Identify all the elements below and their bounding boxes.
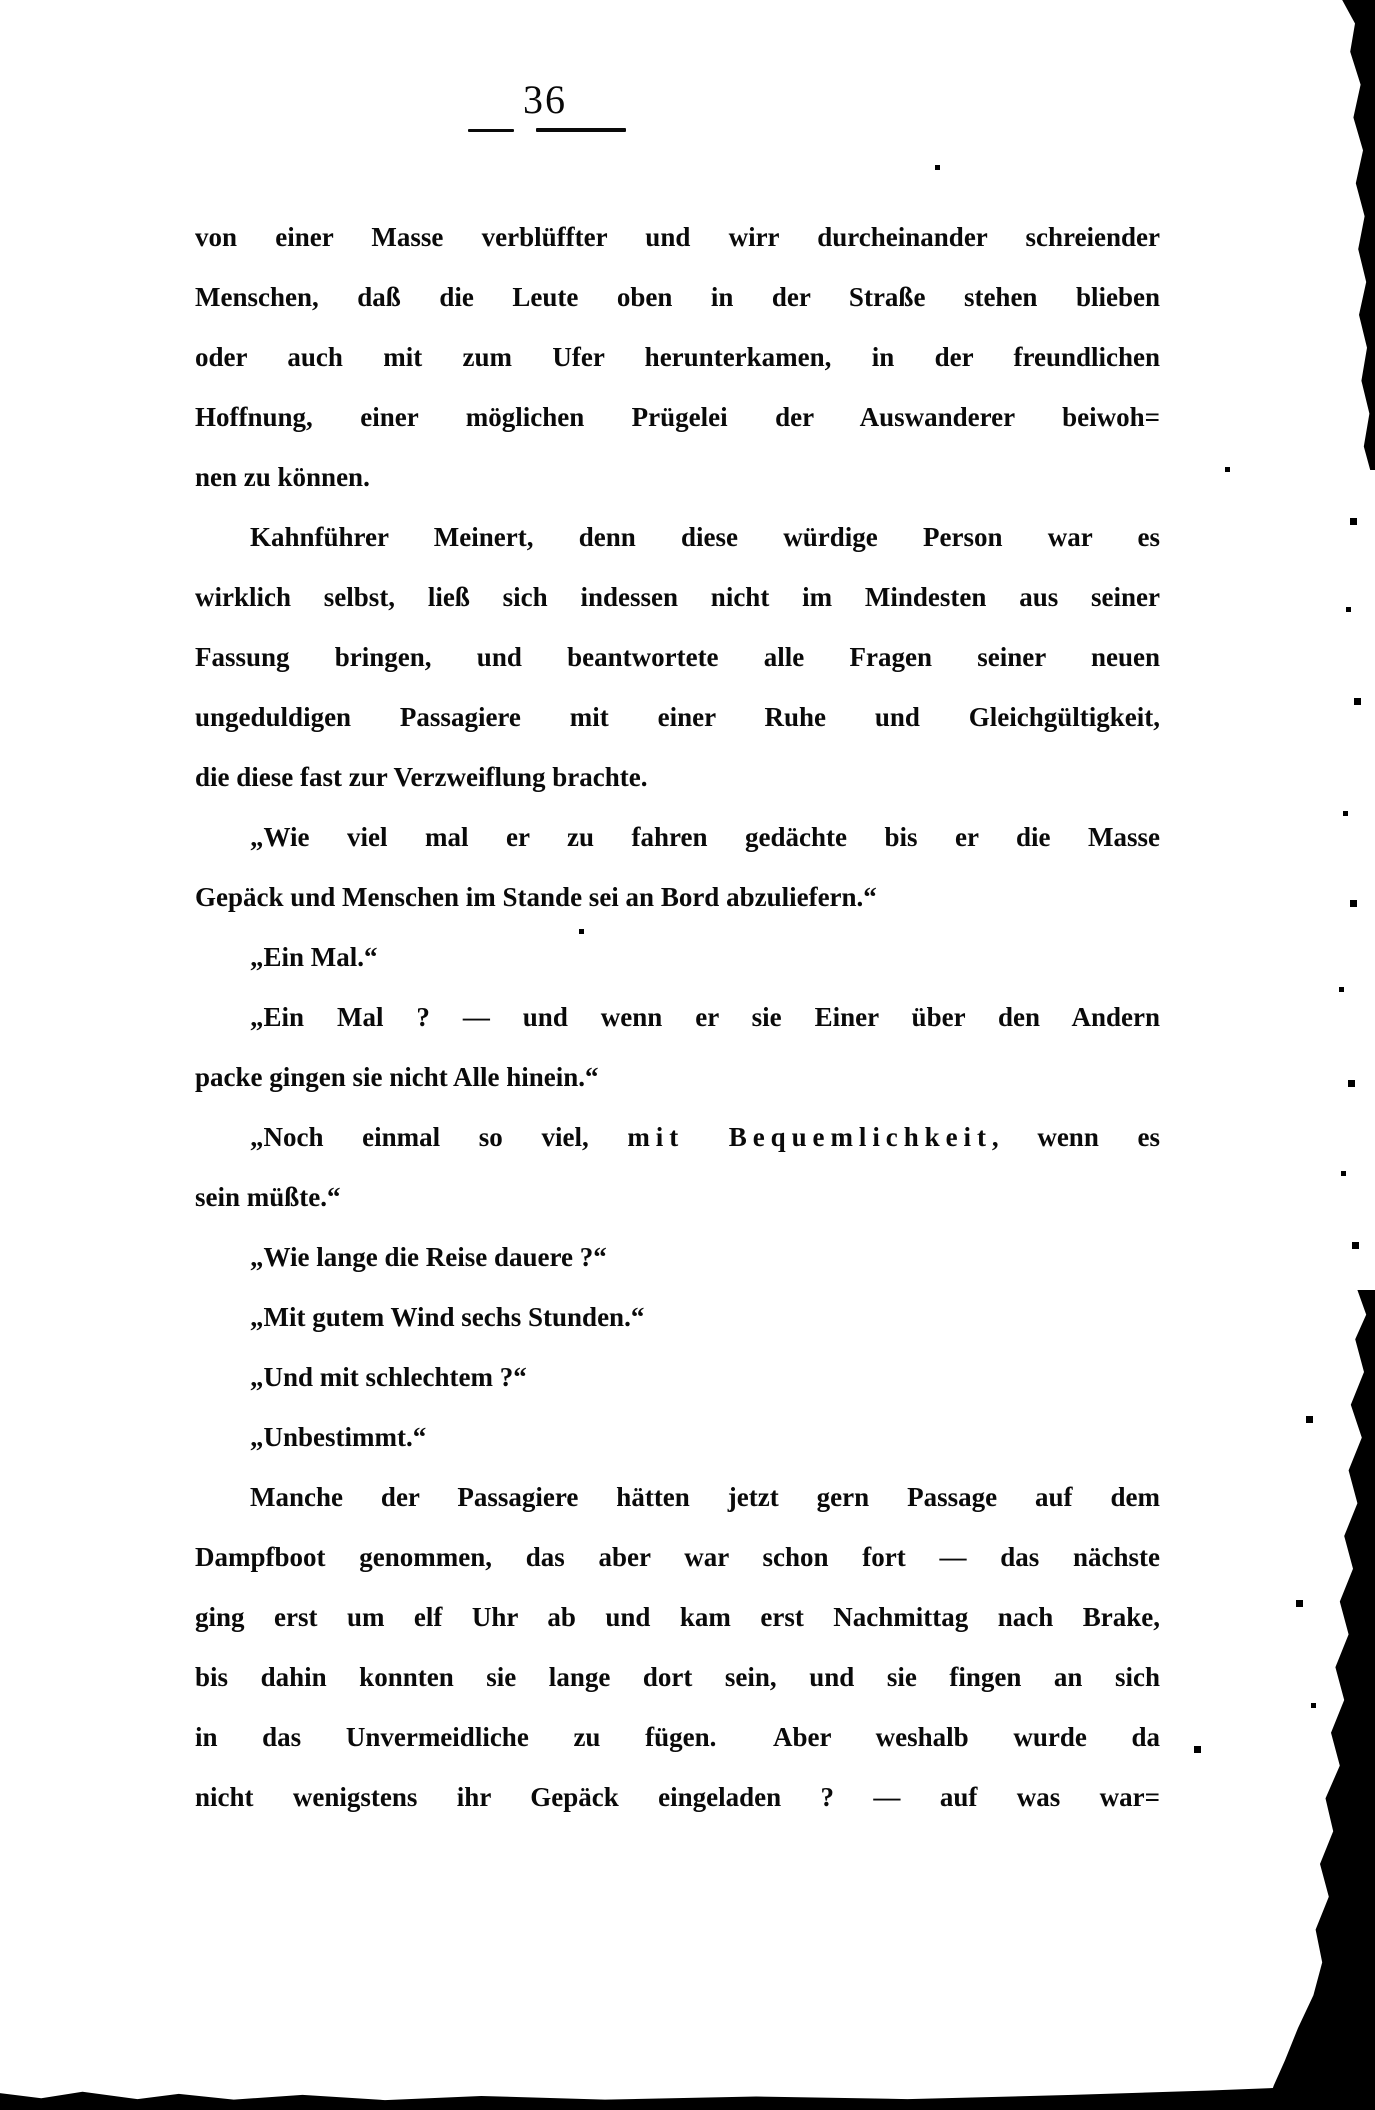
text-line [195, 927, 1160, 987]
text-line [195, 327, 1160, 387]
text-segment: in das Unvermeidliche zu fügen. Aber weshalb wurde da [195, 1722, 1160, 1752]
text-line [195, 1407, 1160, 1467]
text-segment: packe gingen sie nicht Alle hinein.“ [195, 1062, 599, 1092]
text-segment: Hoffnung, einer möglichen Prügelei der Auswanderer beiwoh= [195, 402, 1160, 432]
text-line [195, 987, 1160, 1047]
scan-edge-artifact-top-right [1335, 0, 1375, 470]
text-line [195, 1347, 1160, 1407]
text-line [195, 1107, 1160, 1167]
text-segment: „Noch einmal so viel, [250, 1122, 628, 1152]
text-segment: ging erst um elf Uhr ab und kam erst Nachmittag nach Brake, [195, 1602, 1160, 1632]
text-line [195, 1167, 1160, 1227]
text-segment: bis dahin konnten sie lange dort sein, und sie fingen an sich [195, 1662, 1160, 1692]
text-line [195, 1467, 1160, 1527]
text-segment: ungeduldigen Passagiere mit einer Ruhe und Gleichgültigkeit, [195, 702, 1160, 732]
text-line [195, 1587, 1160, 1647]
text-line [195, 1527, 1160, 1587]
text-segment: nen zu können. [195, 462, 370, 492]
text-segment: „Ein Mal ? — und wenn er sie Einer über den Andern [250, 1002, 1160, 1032]
text-line [195, 387, 1160, 447]
text-line [195, 1287, 1160, 1347]
page-number: 36 [523, 77, 567, 122]
page-number-rule-right [536, 128, 626, 132]
text-line [195, 1227, 1160, 1287]
text-line [195, 567, 1160, 627]
text-segment: Manche der Passagiere hätten jetzt gern Passage auf dem [250, 1482, 1160, 1512]
text-line [195, 1647, 1160, 1707]
text-segment: von einer Masse verblüffter und wirr durcheinander schreiender [195, 222, 1160, 252]
text-segment: sein müßte.“ [195, 1182, 341, 1212]
letterspaced-emphasis: mit Bequemlichkeit [627, 1122, 992, 1152]
text-line [195, 207, 1160, 267]
text-line [195, 1707, 1160, 1767]
text-segment: „Wie viel mal er zu fahren gedächte bis er die Masse [250, 822, 1160, 852]
text-segment: „Und mit schlechtem ?“ [250, 1362, 527, 1392]
page-number-rule-left [468, 129, 514, 132]
text-segment: Kahnführer Meinert, denn diese würdige Person war es [250, 522, 1160, 552]
text-segment: Menschen, daß die Leute oben in der Straße stehen blieben [195, 282, 1160, 312]
scan-edge-artifact-bottom [0, 2084, 1375, 2110]
text-segment: „Ein Mal.“ [250, 942, 378, 972]
text-segment: , wenn es [991, 1122, 1160, 1152]
text-line [195, 267, 1160, 327]
text-line [195, 627, 1160, 687]
text-segment: nicht wenigstens ihr Gepäck eingeladen ? — auf was war= [195, 1782, 1160, 1812]
text-segment: „Wie lange die Reise dauere ?“ [250, 1242, 607, 1272]
text-segment: Dampfboot genommen, das aber war schon fort — das nächste [195, 1542, 1160, 1572]
text-line [195, 687, 1160, 747]
text-segment: Gepäck und Menschen im Stande sei an Bord abzuliefern.“ [195, 882, 877, 912]
text-segment: „Mit gutem Wind sechs Stunden.“ [250, 1302, 645, 1332]
page-text [195, 207, 1160, 1827]
text-segment: Fassung bringen, und beantwortete alle Fragen seiner neuen [195, 642, 1160, 672]
text-line [195, 807, 1160, 867]
text-segment: „Unbestimmt.“ [250, 1422, 427, 1452]
text-segment: die diese fast zur Verzweiflung brachte. [195, 762, 648, 792]
text-line [195, 867, 1160, 927]
text-segment: wirklich selbst, ließ sich indessen nicht im Mindesten aus seiner [195, 582, 1160, 612]
scan-speckle-noise [0, 0, 3, 3]
text-line [195, 747, 1160, 807]
text-line [195, 507, 1160, 567]
text-line [195, 1047, 1160, 1107]
scan-edge-artifact-bottom-right [1265, 1290, 1375, 2110]
text-line [195, 1767, 1160, 1827]
text-segment: oder auch mit zum Ufer herunterkamen, in der freundlichen [195, 342, 1160, 372]
text-line [195, 447, 1160, 507]
